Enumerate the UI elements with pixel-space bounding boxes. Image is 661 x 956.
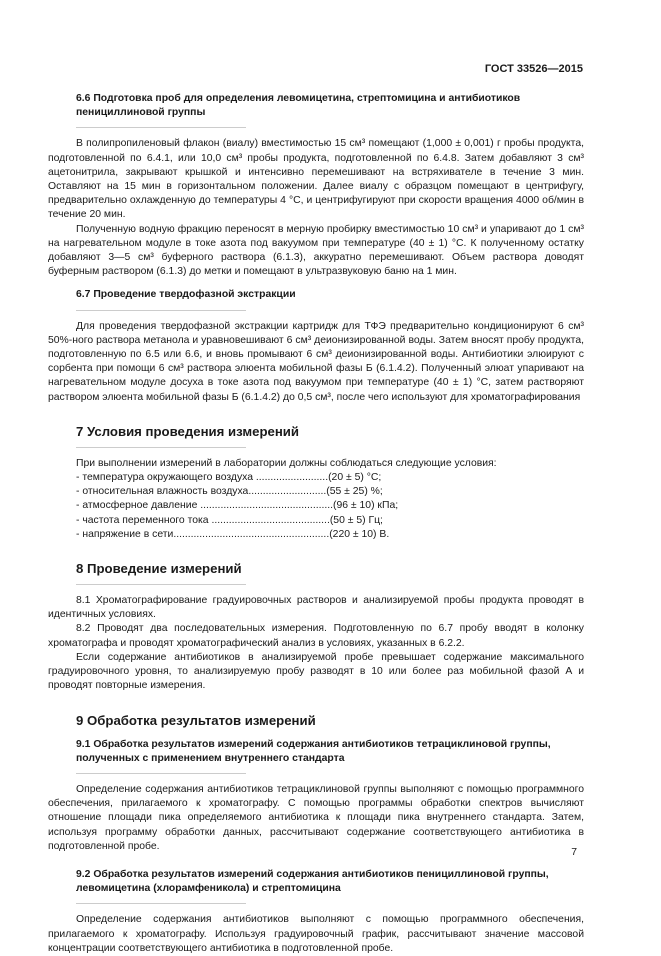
section-7-title: 7 Условия проведения измерений <box>76 423 300 439</box>
section-9-2-title: 9.2 Обработка результатов измерений содержания антибиотиков пенициллиновой группы, левомицетина (хлорамфеникола) и стрептомицина <box>76 868 549 895</box>
section-6-7-title: 6.7 Проведение твердофазной экстракции <box>76 289 296 301</box>
divider <box>76 584 246 585</box>
section-6-6-paragraph-2: Полученную водную фракцию переносят в мерную пробирку вместимостью 10 см³ и упаривают до 1 см³ на нагревательном модуле в токе азота под вакуумом при температуре (40 ± 1) °С. К полученному остатку добавляют 3—5 см³ буферного раствора (6.1.3), аккуратно перемешивают. Объем раствора доводят буферным раствором (6.1.3) до метки и помещают в ультразвуковую баню на 1 мин. <box>48 223 584 278</box>
section-9-2-paragraph: Определение содержания антибиотиков выполняют с помощью программного обеспечения, прилагаемого к хроматографу. Используя градуировочный график, рассчитывают значение массовой концентрации соответствующего антибиотика в подготовленной пробе. <box>48 914 584 954</box>
divider <box>76 447 246 448</box>
condition-item: - температура окружающего воздуха .........................(20 ± 5) °С; <box>76 472 382 484</box>
section-6-6-title: 6.6 Подготовка проб для определения левомицетина, стрептомицина и антибиотиков пенициллиновой группы <box>76 93 521 119</box>
standard-code: ГОСТ 33526—2015 <box>484 63 583 75</box>
section-8-title: 8 Проведение измерений <box>76 561 242 577</box>
section-7-intro: При выполнении измерений в лаборатории должны соблюдаться следующие условия: <box>76 457 497 469</box>
condition-item: - относительная влажность воздуха...........................(55 ± 25) %; <box>76 486 383 498</box>
condition-item: - атмосферное давление ..............................................(96 ± 10) кПа; <box>76 500 399 512</box>
section-9-title: 9 Обработка результатов измерений <box>76 712 316 728</box>
divider <box>76 773 246 774</box>
section-6-6-paragraph-1: В полипропиленовый флакон (виалу) вместимостью 15 см³ помещают (1,000 ± 0,001) г пробы продукта, подготовленной по 6.4.1, или 10,0 см³ пробы продукта, подготовленной по 6.4.8. Затем добавляют 3 см³ ацетонитрила, закрывают крышкой и интенсивно перемешивают на встряхивателе в течение 3 мин. Оставляют на 15 мин в горизонтальном положении. Далее виалу с образцом помещают в центрифугу, предварительно охлажденную до температуры 4 °С, и центрифугируют при скорости вращения 4000 об/мин в течение 20 мин. <box>48 138 584 221</box>
section-9-1-title: 9.1 Обработка результатов измерений содержания антибиотиков тетрациклиновой группы, полученных с применением внутреннего стандарта <box>76 738 551 764</box>
divider <box>76 310 246 311</box>
section-8-paragraph-1: 8.1 Хроматографирование градуировочных растворов и анализируемой пробы продукта проводят в идентичных условиях. <box>48 595 584 621</box>
condition-item: - частота переменного тока .........................................(50 ± 5) Гц; <box>76 514 383 526</box>
page-number: 7 <box>571 847 577 858</box>
section-6-7-paragraph-1: Для проведения твердофазной экстракции картридж для ТФЭ предварительно кондиционируют 6 см³ 50%-ного раствора метанола и уравновешивают 6 см³ деионизированной воды. Затем вносят пробу продукта, подготовленную по 6.5 или 6.6, и вновь промывают 6 см³ деионизированной воды. Антибиотики элюируют с сорбента при помощи 6 см³ раствора элюента мобильной фазы Б (6.1.4.2). Полученный элюат упаривают на нагревательном модуле досуха в токе азота под вакуумом при температуре (40 ± 1) °С, затем растворяют раствором элюента мобильной фазы Б (6.1.4.2) до 0,5 см³, после чего используют для хроматографирования <box>48 320 584 403</box>
section-8-paragraph-3: Если содержание антибиотиков в анализируемой пробе превышает содержание максимального градуировочного уровня, то анализируемую пробу разводят в 10 или более раз мобильной фазой А и проводят повторные измерения. <box>48 651 584 692</box>
divider <box>76 127 246 128</box>
section-8-paragraph-2: 8.2 Проводят два последовательных измерения. Подготовленную по 6.7 пробу вводят в колонку хроматографа и проводят хроматографический анализ в условиях, указанных в 6.2.2. <box>48 623 584 649</box>
condition-item: - напряжение в сети......................................................(220 ± 10) В. <box>76 528 390 540</box>
divider <box>76 903 246 904</box>
page-content <box>48 92 584 956</box>
section-9-1-paragraph: Определение содержания антибиотиков тетрациклиновой группы выполняют с помощью программного обеспечения, прилагаемого к хроматографу. С помощью программы обработки спектров вычисляют отношение площади пика определяемого антибиотика к площади пика внутреннего стандарта. Затем, используя программу обработки данных, рассчитывают содержание соответствующего антибиотика в подготовленной пробе. <box>48 783 584 852</box>
